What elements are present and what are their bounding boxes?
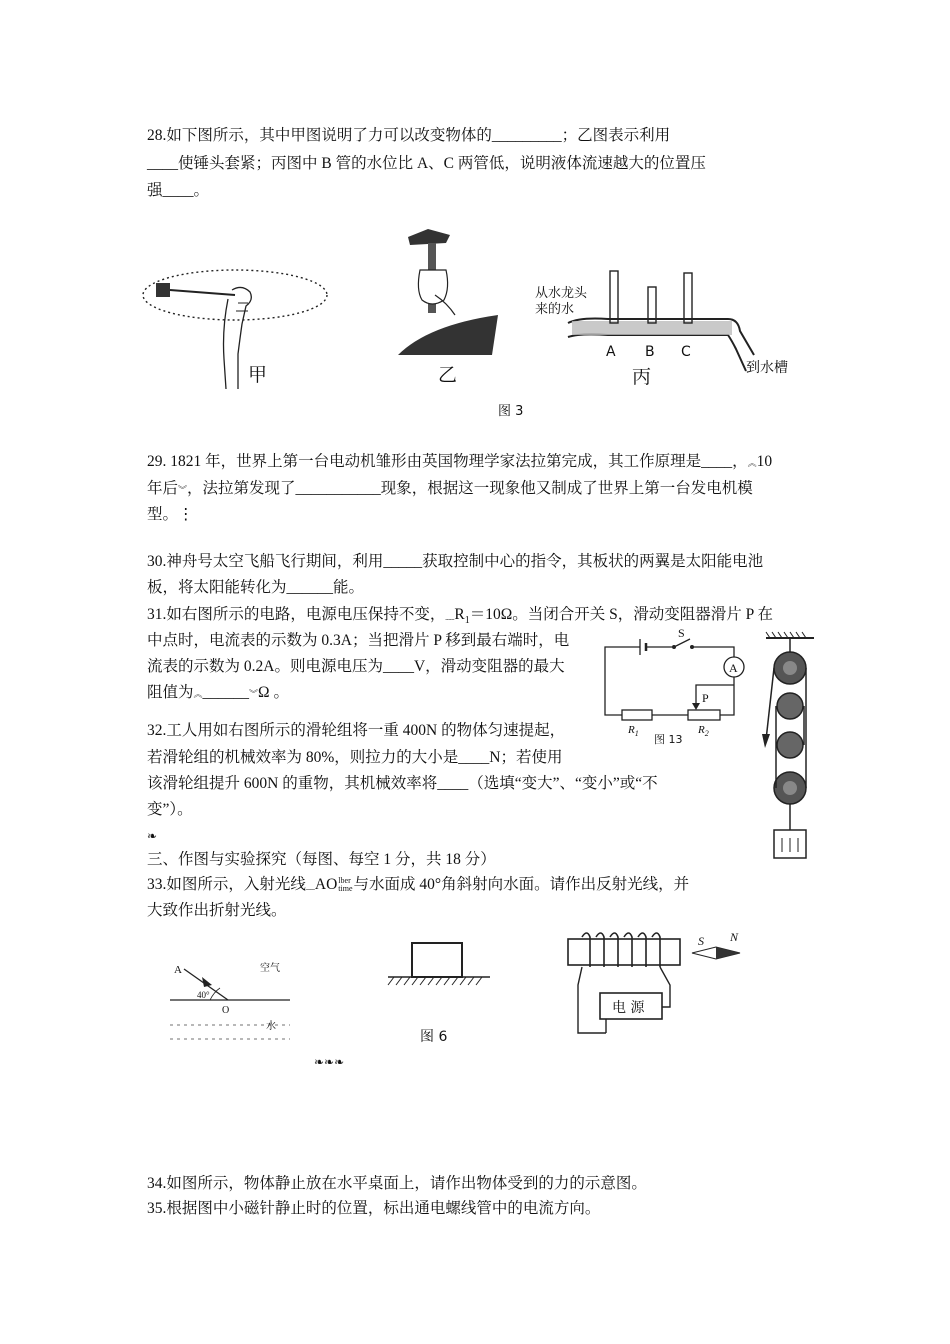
decorative-marks: ❧❧❧ [314,1055,345,1069]
figure-jia [143,270,327,389]
q31-line-3: 流表的示数为 0.2A。则电源电压为____V，滑动变阻器的最大 [147,658,565,675]
section-3-title: 三、作图与实验探究（每图、每空 1 分，共 18 分） [147,851,496,868]
q33-line-2: 大致作出折射光线。 [147,902,287,919]
switch-label: S [678,626,685,640]
q32-line-1: 32.工人用如右图所示的滑轮组将一重 400N 的物体匀速提起， [147,722,566,739]
q30-line-2: 板，将太阳能转化为______能。 [147,579,365,596]
q28-line-2: ____使锤头套紧；丙图中 B 管的水位比 A、C 两管低，说明液体流速越大的位置压 [147,155,706,172]
figure-yi [398,229,498,386]
power-label: 电 源 [612,1000,645,1016]
to-tank-label: 到水槽 [746,360,788,376]
q29-line-2: 年后︾，法拉第发现了___________现象，根据这一现象他又制成了世界上第一台发电机模 [147,480,753,497]
q31-line-2: 中点时，电流表的示数为 0.3A；当把滑片 P 移到最右端时，电 [147,632,570,649]
angle-label: 40° [197,990,210,1000]
q32-line-3: 该滑轮组提升 600N 的重物，其机械效率将____（选填“变大”、“变小”或“不 [147,775,658,792]
q30-line-1: 30.神舟号太空飞船飞行期间，利用_____获取控制中心的指令，其板状的两翼是太阳能电池 [147,553,764,570]
slider-label: P [702,691,709,705]
tap-text-2: 来的水 [535,302,575,317]
q29-line-3: 型。⋮ [147,506,194,523]
q32-line-4: 变”）。 [147,801,193,818]
point-o-label: O [222,1005,230,1016]
q34-line-1: 34.如图所示，物体静止放在水平桌面上，请作出物体受到的力的示意图。 [147,1175,647,1192]
tube-b-label: B [645,344,655,360]
q31-line-1: 31.如右图所示的电路，电源电压保持不变，$﹏R_1=10\Omega$。当闭合开关 S，滑动变阻器滑片 P 在 [147,606,774,627]
figure-3-caption: 图 3 [498,404,524,419]
figure-13-caption: 图 13 [654,733,683,746]
pulley-figure [752,630,822,865]
solenoid-diagram [568,930,740,1033]
label-bing: 丙 [632,366,652,388]
q28-line-1: 28.如下图所示，其中甲图说明了力可以改变物体的_________；乙图表示利用 [147,127,671,144]
water-label: 水 [266,1021,276,1032]
tap-text-1: 从水龙头 [535,286,588,301]
figure-bing [498,271,788,419]
tube-a-label: A [606,344,616,360]
r1-label: $R_1$ [628,724,639,738]
q28-line-3: 强____。 [147,182,210,199]
r2-label: $R_2$ [698,724,709,738]
decorative-mark: ❧ [147,829,158,843]
q33-line-1: 33.如图所示，入射光线﹏AO lber time 与水面成 40°角斜射向水面。请作出反射光线，并 [147,876,690,894]
refraction-diagram [170,961,290,1039]
figure-6 [160,925,760,1070]
q35-line-1: 35.根据图中小磁针静止时的位置，标出通电螺线管中的电流方向。 [147,1200,601,1217]
s-pole-label: S [698,934,704,948]
tube-c-label: C [681,344,691,360]
q29-line-1: 29. 1821 年，世界上第一台电动机雏形由英国物理学家法拉第完成，其工作原理是____，︽10 [147,453,773,470]
ray-a-label: A [174,964,182,976]
air-label: 空气 [260,963,280,974]
figure-3 [140,215,820,420]
q31-line-4: 阻值为︽______︾Ω 。 [147,684,289,701]
figure-6-caption: 图 6 [420,1029,448,1045]
n-pole-label: N [730,930,739,944]
label-yi: 乙 [438,364,458,386]
q32-line-2: 若滑轮组的机械效率为 80%，则拉力的大小是____N；若使用 [147,749,563,766]
ammeter-label: A [729,661,738,675]
block-on-table [388,943,490,985]
figure-13-circuit [600,625,750,750]
label-jia: 甲 [248,364,268,386]
